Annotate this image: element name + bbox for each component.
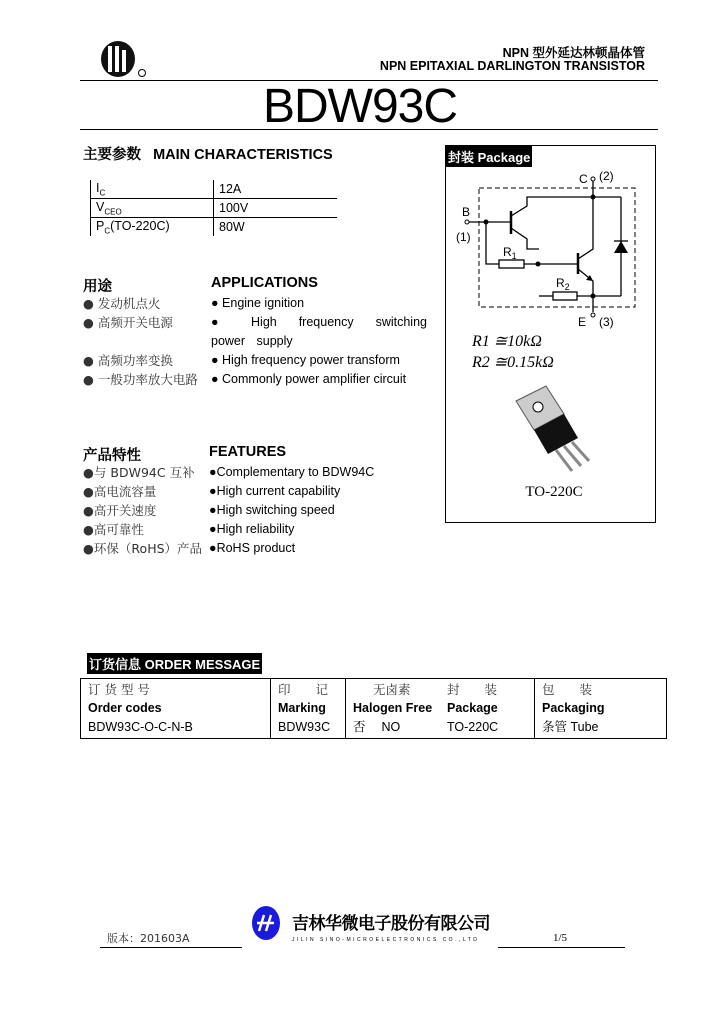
package-heading: 封装 Package — [446, 146, 532, 167]
order-table — [80, 678, 667, 739]
param: $V_{CEO}$ — [91, 199, 214, 218]
features-heading-en: FEATURES — [209, 444, 287, 460]
list-item: High frequency power transform — [222, 353, 400, 367]
value: 100V — [214, 199, 338, 218]
applications-heading-en: APPLICATIONS — [211, 275, 318, 291]
company-name-en: JILIN SINO-MICROELECTRONICS CO.,LTD — [292, 937, 480, 943]
value: 80W — [214, 218, 338, 237]
footer-line — [100, 947, 242, 948]
features-heading-cn: 产品特性 — [83, 448, 141, 464]
pin-e-label: E — [578, 315, 587, 329]
footer-logo — [250, 905, 282, 941]
pin-b-number: (1) — [456, 230, 471, 244]
param: $P_C(TO-220C)$ — [91, 218, 214, 237]
list-item: High switching speed — [216, 503, 335, 517]
list-item: 高电流容量 — [93, 484, 157, 499]
darlington-circuit-diagram — [446, 146, 655, 522]
list-item: 高频功率变换 — [97, 353, 173, 368]
r1-label: $R_1$ — [503, 245, 517, 261]
list-item: High reliability — [216, 522, 295, 536]
order-heading: 订货信息 ORDER MESSAGE — [87, 653, 262, 674]
pin-b-label: B — [462, 205, 471, 219]
applications-list-cn: ● 发动机点火 ● 高频开关电源 ● 高频功率变换 ● 一般功率放大电路 — [83, 296, 198, 387]
divider — [80, 129, 658, 130]
subtitle-en: NPN EPITAXIAL DARLINGTON TRANSISTOR — [379, 59, 645, 73]
list-item: Complementary to BDW94C — [216, 465, 375, 479]
to220-package-image — [516, 386, 589, 471]
footer-line — [498, 947, 625, 948]
main-char-heading — [83, 143, 333, 164]
list-item: 高可靠性 — [93, 522, 144, 537]
main-characteristics-table — [90, 180, 337, 236]
table-row — [91, 218, 338, 237]
version: 版本：201603A — [107, 932, 190, 945]
page-number: 1/5 — [553, 932, 568, 944]
list-item: High frequency switching power supply — [211, 315, 427, 348]
list-item: 一般功率放大电路 — [97, 372, 198, 387]
list-item: 高频开关电源 — [97, 315, 173, 330]
part-number-title: BDW93C — [262, 80, 458, 133]
features-list-cn: ●与 BDW94C 互补 ●高电流容量 ●高开关速度 ●高可靠性 ●环保（RoHS）产品 — [83, 465, 203, 556]
list-item: 与 BDW94C 互补 — [93, 465, 195, 480]
company-logo — [100, 40, 150, 80]
list-item: 发动机点火 — [97, 296, 161, 311]
r2-label: $R_2$ — [556, 276, 570, 292]
applications-list-en: ● Engine ignition ● High frequency switching power supply ● High frequency power transform ● Commonly power amplifier circuit — [211, 296, 427, 386]
heading-en: MAIN CHARACTERISTICS — [153, 147, 333, 163]
company-name-cn: 吉林华微电子股份有限公司 — [292, 914, 490, 934]
list-item: RoHS product — [216, 541, 296, 555]
package-name: TO-220C — [525, 484, 583, 500]
table-row — [91, 180, 338, 199]
pin-c-label: C — [579, 172, 588, 186]
features-list-en: ●Complementary to BDW94C ●High current capability ●High switching speed ●High reliability ●RoHS product — [209, 465, 375, 555]
subtitle-cn: NPN 型外延达林顿晶体管 — [502, 46, 645, 60]
value: 12A — [214, 180, 338, 199]
pin-e-number: (3) — [599, 315, 614, 329]
table-row: 订 货 型 号 Order codes BDW93C-O-C-N-B 印 记 Marking BDW93C 无卤素 Halogen Free 否 NO 封 装 Package TO-220C 包 装 Packaging 条管 Tube — [81, 679, 667, 739]
list-item: 环保（RoHS）产品 — [93, 541, 203, 556]
list-item: High current capability — [216, 484, 341, 498]
list-item: Commonly power amplifier circuit — [222, 372, 407, 386]
table-row — [91, 199, 338, 218]
r1-value: R1 ≅10kΩ — [472, 333, 542, 350]
applications-heading-cn: 用途 — [83, 279, 112, 295]
package-box — [445, 145, 656, 523]
list-item: 高开关速度 — [93, 503, 157, 518]
list-item: Engine ignition — [222, 296, 305, 310]
r2-value: R2 ≅0.15kΩ — [472, 354, 554, 371]
param: $I_C$ — [91, 180, 214, 199]
pin-c-number: (2) — [599, 169, 614, 183]
heading-cn: 主要参数 — [83, 147, 141, 163]
